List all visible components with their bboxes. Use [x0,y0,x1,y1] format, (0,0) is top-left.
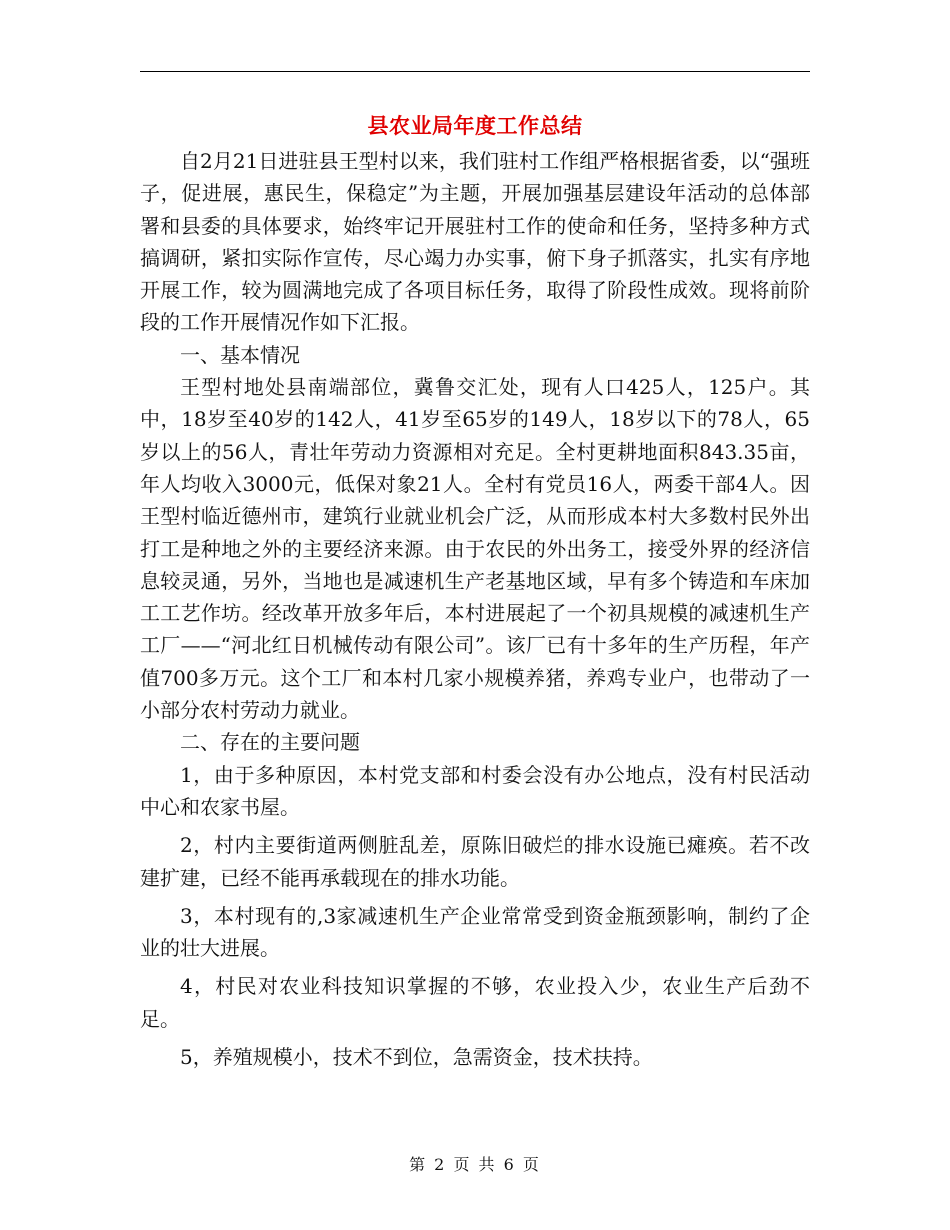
header-rule [140,71,810,72]
problem-item-3: 3，本村现有的,3家减速机生产企业常常受到资金瓶颈影响，制约了企业的壮大进展。 [140,903,810,961]
problem-item-2: 2，村内主要街道两侧脏乱差，原陈旧破烂的排水设施已瘫痪。若不改建扩建，已经不能再承载现在的排水功能。 [140,833,810,890]
section-heading-main-problems: 二、存在的主要问题 [180,730,360,755]
intro-paragraph: 自2月21日进驻县王型村以来，我们驻村工作组严格根据省委，以“强班子，促进展，惠民生，保稳定”为主题，开展加强基层建设年活动的总体部署和县委的具体要求，始终牢记开展驻村工作的使命和任务，坚持多种方式搞调研，紧扣实际作宣传，尽心竭力办实事，俯下身子抓落实，扎实有序地开展工作，较为圆满地完成了各项目标任务，取得了阶段性成效。现将前阶段的工作开展情况作如下汇报。 [140,149,810,335]
problem-item-4: 4，村民对农业科技知识掌握的不够，农业投入少，农业生产后劲不足。 [140,974,810,1031]
basic-situation-paragraph: 王型村地处县南端部位，冀鲁交汇处，现有人口425人，125户。其中，18岁至40岁的142人，41岁至65岁的149人，18岁以下的78人，65岁以上的56人，青壮年劳动力资源相对充足。全村更耕地面积843.35亩，年人均收入3000元，低保对象21人。全村有党员16人，两委干部4人。因王型村临近德州市，建筑行业就业机会广泛，从而形成本村大多数村民外出打工是种地之外的主要经济来源。由于农民的外出务工，接受外界的经济信息较灵通，另外，当地也是减速机生产老基地区域，早有多个铸造和车床加工工艺作坊。经改革开放多年后，本村进展起了一个初具规模的减速机生产工厂——“河北红日机械传动有限公司”。该厂已有十多年的生产历程，年产值700多万元。这个工厂和本村几家小规模养猪，养鸡专业户，也带动了一小部分农村劳动力就业。 [140,375,810,723]
document-title: 县农业局年度工作总结 [367,113,583,138]
page-number-footer: 第 2 页 共 6 页 [409,1155,541,1174]
problem-item-1: 1，由于多种原因，本村党支部和村委会没有办公地点，没有村民活动中心和农家书屋。 [140,762,810,819]
section-heading-basic-situation: 一、基本情况 [180,342,300,367]
document-body [140,145,810,1079]
problem-item-5: 5，养殖规模小，技术不到位，急需资金，技术扶持。 [180,1045,653,1070]
